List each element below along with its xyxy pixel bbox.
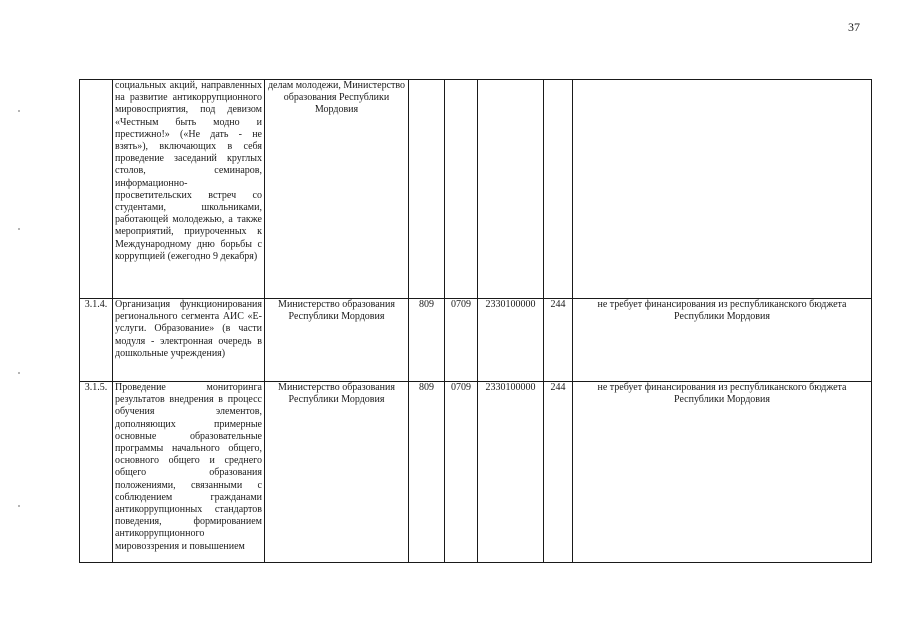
measure-number	[80, 80, 113, 299]
budget-target-code: 2330100000	[478, 382, 544, 563]
measure-title: социальных акций, направленных на развитие антикоррупционного мировосприятия, под девизом «Честным быть модно и престижно!» («Не дать - не взять»), включающих в себя проведение заседаний круглых столов, семинаров, информационно-просветительских встреч со студентами, школьниками, работающей молодежью, а также мероприятий, приуроченных к Международному дню борьбы с коррупцией (ежегодно 9 декабря)	[113, 80, 265, 299]
budget-section-code	[445, 80, 478, 299]
budget-target-code	[478, 80, 544, 299]
budget-expense-code: 244	[544, 299, 573, 382]
measure-title: Организация функционирования регионального сегмента АИС «Е-услуги. Образование» (в части модуля - электронная очередь в дошкольные учреждения)	[113, 299, 265, 382]
budget-grbs-code	[409, 80, 445, 299]
budget-grbs-code: 809	[409, 382, 445, 563]
measure-executor: Министерство образования Республики Мордовия	[265, 382, 409, 563]
table-row	[80, 382, 872, 563]
measure-number: 3.1.5.	[80, 382, 113, 563]
budget-section-code: 0709	[445, 382, 478, 563]
measure-executor: делам молодежи, Министерство образования Республики Мордовия	[265, 80, 409, 299]
scan-speck	[18, 372, 20, 374]
measure-number: 3.1.4.	[80, 299, 113, 382]
scan-speck	[18, 110, 20, 112]
measure-title: Проведение мониторинга результатов внедрения в процесс обучения элементов, дополняющих примерные основные образовательные программы начального общего, основного общего и среднего общего образования положениями, связанными с соблюдением гражданами антикоррупционных стандартов поведения, формированием антикоррупционного мировоззрения и повышением	[113, 382, 265, 563]
measures-table	[79, 79, 872, 563]
table-row	[80, 299, 872, 382]
scan-speck	[18, 228, 20, 230]
page-number: 37	[848, 20, 860, 34]
measure-executor: Министерство образования Республики Мордовия	[265, 299, 409, 382]
budget-expense-code: 244	[544, 382, 573, 563]
financing-note	[573, 80, 872, 299]
scan-speck	[18, 505, 20, 507]
budget-grbs-code: 809	[409, 299, 445, 382]
budget-expense-code	[544, 80, 573, 299]
financing-note: не требует финансирования из республиканского бюджета Республики Мордовия	[573, 299, 872, 382]
budget-section-code: 0709	[445, 299, 478, 382]
financing-note: не требует финансирования из республиканского бюджета Республики Мордовия	[573, 382, 872, 563]
table-row	[80, 80, 872, 299]
budget-target-code: 2330100000	[478, 299, 544, 382]
